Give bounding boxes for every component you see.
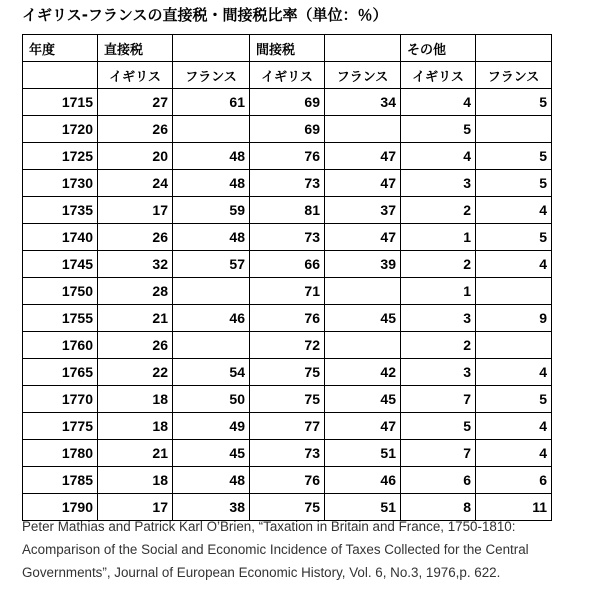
uk-direct-cell: 26 [98, 116, 173, 143]
uk-direct-cell: 26 [98, 224, 173, 251]
table-title: イギリス-フランスの直接税・間接税比率（単位：％） [22, 6, 388, 24]
uk-indirect-cell: 71 [250, 278, 325, 305]
source-line: Acomparison of the Social and Economic Incidence of Taxes Collected for the Central [22, 542, 529, 557]
fr-indirect-cell: 34 [325, 89, 401, 116]
uk-other-cell: 2 [401, 251, 476, 278]
uk-direct-cell: 18 [98, 413, 173, 440]
uk-other-cell: 7 [401, 440, 476, 467]
header-row-countries [23, 62, 552, 89]
uk-direct-cell: 28 [98, 278, 173, 305]
uk-indirect-cell: 76 [250, 143, 325, 170]
table-row [23, 278, 552, 305]
year-cell: 1760 [23, 332, 98, 359]
table-row [23, 224, 552, 251]
year-cell: 1720 [23, 116, 98, 143]
fr-direct-cell: 49 [173, 413, 250, 440]
uk-other-cell: 3 [401, 359, 476, 386]
uk-direct-cell: 22 [98, 359, 173, 386]
fr-indirect-cell: 42 [325, 359, 401, 386]
fr-other-cell: 5 [476, 170, 552, 197]
header-blank-cell [173, 35, 250, 62]
uk-other-cell: 7 [401, 386, 476, 413]
source-citation [22, 515, 592, 584]
year-cell: 1785 [23, 467, 98, 494]
header-blank-cell [325, 35, 401, 62]
fr-indirect-cell: 51 [325, 494, 401, 521]
year-cell: 1790 [23, 494, 98, 521]
fr-indirect-cell: 47 [325, 143, 401, 170]
uk-indirect-cell: 73 [250, 170, 325, 197]
year-cell: 1775 [23, 413, 98, 440]
table-row [23, 386, 552, 413]
uk-indirect-cell: 76 [250, 467, 325, 494]
fr-direct-cell: 38 [173, 494, 250, 521]
fr-other-cell: 5 [476, 89, 552, 116]
fr-other-cell [476, 332, 552, 359]
fr-direct-cell: 48 [173, 170, 250, 197]
uk-indirect-cell: 73 [250, 440, 325, 467]
fr-other-cell: 4 [476, 440, 552, 467]
header-row-groups [23, 35, 552, 62]
uk-indirect-cell: 72 [250, 332, 325, 359]
fr-direct-cell: 59 [173, 197, 250, 224]
fr-direct-cell [173, 116, 250, 143]
uk-other-cell: 2 [401, 332, 476, 359]
year-cell: 1730 [23, 170, 98, 197]
uk-other-cell: 5 [401, 413, 476, 440]
fr-indirect-cell [325, 278, 401, 305]
source-line: Peter Mathias and Patrick Karl O’Brien, “Taxation in Britain and France, 1750-1810: [22, 519, 516, 534]
source-line: Governments”, Journal of European Economic History, Vol. 6, No.3, 1976,p. 622. [22, 565, 501, 580]
fr-indirect-cell: 45 [325, 305, 401, 332]
uk-other-cell: 4 [401, 89, 476, 116]
uk-other-cell: 1 [401, 224, 476, 251]
uk-direct-cell: 20 [98, 143, 173, 170]
table-row [23, 251, 552, 278]
country-header: フランス [476, 62, 552, 89]
fr-direct-cell: 54 [173, 359, 250, 386]
fr-other-cell: 5 [476, 386, 552, 413]
uk-indirect-cell: 77 [250, 413, 325, 440]
fr-direct-cell: 48 [173, 224, 250, 251]
fr-indirect-cell [325, 116, 401, 143]
year-cell: 1750 [23, 278, 98, 305]
fr-direct-cell: 61 [173, 89, 250, 116]
fr-indirect-cell: 39 [325, 251, 401, 278]
uk-indirect-cell: 73 [250, 224, 325, 251]
table-row [23, 359, 552, 386]
year-cell: 1740 [23, 224, 98, 251]
other-header: その他 [401, 35, 476, 62]
fr-indirect-cell: 47 [325, 170, 401, 197]
uk-other-cell: 4 [401, 143, 476, 170]
uk-other-cell: 3 [401, 305, 476, 332]
uk-indirect-cell: 76 [250, 305, 325, 332]
uk-indirect-cell: 69 [250, 89, 325, 116]
uk-indirect-cell: 75 [250, 386, 325, 413]
indirect-tax-header: 間接税 [250, 35, 325, 62]
uk-direct-cell: 32 [98, 251, 173, 278]
year-cell: 1780 [23, 440, 98, 467]
fr-indirect-cell [325, 332, 401, 359]
fr-direct-cell: 45 [173, 440, 250, 467]
uk-direct-cell: 18 [98, 386, 173, 413]
uk-other-cell: 2 [401, 197, 476, 224]
table-row [23, 413, 552, 440]
table-row [23, 305, 552, 332]
fr-other-cell: 11 [476, 494, 552, 521]
country-header: イギリス [401, 62, 476, 89]
fr-other-cell: 4 [476, 197, 552, 224]
year-cell: 1735 [23, 197, 98, 224]
fr-indirect-cell: 47 [325, 413, 401, 440]
fr-direct-cell: 48 [173, 143, 250, 170]
direct-tax-header: 直接税 [98, 35, 173, 62]
fr-other-cell: 4 [476, 359, 552, 386]
fr-other-cell: 5 [476, 143, 552, 170]
table-row [23, 440, 552, 467]
header-blank-cell [476, 35, 552, 62]
fr-other-cell: 6 [476, 467, 552, 494]
table-row [23, 89, 552, 116]
uk-indirect-cell: 75 [250, 494, 325, 521]
country-header: フランス [325, 62, 401, 89]
fr-other-cell: 4 [476, 251, 552, 278]
uk-direct-cell: 17 [98, 494, 173, 521]
year-cell: 1725 [23, 143, 98, 170]
table-row [23, 170, 552, 197]
table-row [23, 467, 552, 494]
uk-direct-cell: 21 [98, 440, 173, 467]
fr-other-cell: 9 [476, 305, 552, 332]
fr-indirect-cell: 37 [325, 197, 401, 224]
fr-direct-cell: 46 [173, 305, 250, 332]
uk-direct-cell: 27 [98, 89, 173, 116]
fr-indirect-cell: 46 [325, 467, 401, 494]
country-header: イギリス [98, 62, 173, 89]
fr-direct-cell [173, 332, 250, 359]
year-header: 年度 [23, 35, 98, 62]
fr-other-cell [476, 116, 552, 143]
fr-direct-cell: 57 [173, 251, 250, 278]
year-cell: 1765 [23, 359, 98, 386]
country-header: フランス [173, 62, 250, 89]
table-row [23, 197, 552, 224]
country-header: イギリス [250, 62, 325, 89]
fr-indirect-cell: 45 [325, 386, 401, 413]
uk-direct-cell: 17 [98, 197, 173, 224]
fr-indirect-cell: 47 [325, 224, 401, 251]
year-cell: 1715 [23, 89, 98, 116]
fr-direct-cell: 50 [173, 386, 250, 413]
uk-indirect-cell: 69 [250, 116, 325, 143]
fr-other-cell [476, 278, 552, 305]
fr-direct-cell [173, 278, 250, 305]
tax-ratio-table [22, 34, 552, 521]
uk-direct-cell: 26 [98, 332, 173, 359]
table-row [23, 143, 552, 170]
uk-direct-cell: 24 [98, 170, 173, 197]
fr-other-cell: 5 [476, 224, 552, 251]
uk-indirect-cell: 66 [250, 251, 325, 278]
uk-direct-cell: 21 [98, 305, 173, 332]
table-row [23, 332, 552, 359]
fr-direct-cell: 48 [173, 467, 250, 494]
fr-other-cell: 4 [476, 413, 552, 440]
uk-other-cell: 6 [401, 467, 476, 494]
year-cell: 1755 [23, 305, 98, 332]
uk-other-cell: 1 [401, 278, 476, 305]
uk-other-cell: 5 [401, 116, 476, 143]
uk-other-cell: 8 [401, 494, 476, 521]
uk-other-cell: 3 [401, 170, 476, 197]
table-row [23, 116, 552, 143]
uk-indirect-cell: 75 [250, 359, 325, 386]
year-cell: 1745 [23, 251, 98, 278]
header-blank-cell [23, 62, 98, 89]
uk-direct-cell: 18 [98, 467, 173, 494]
fr-indirect-cell: 51 [325, 440, 401, 467]
uk-indirect-cell: 81 [250, 197, 325, 224]
year-cell: 1770 [23, 386, 98, 413]
